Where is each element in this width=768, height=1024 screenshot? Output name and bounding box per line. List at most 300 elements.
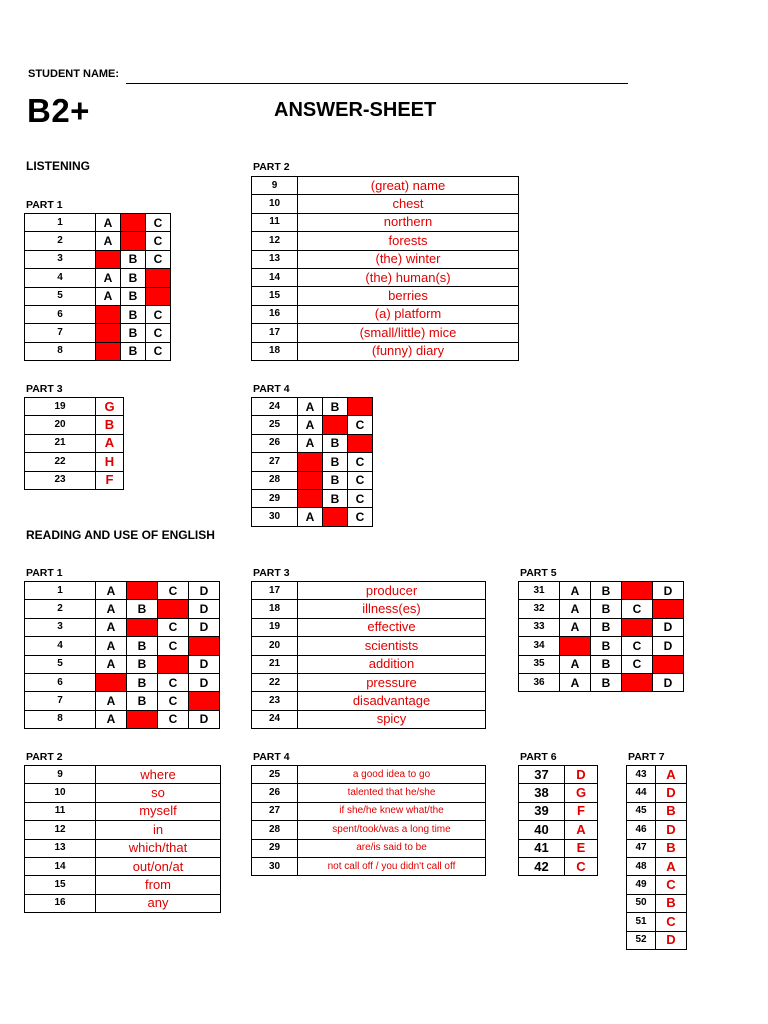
answer-row — [25, 784, 221, 802]
option-cell[interactable]: B — [121, 324, 146, 342]
answer-cell[interactable]: (funny) diary — [298, 342, 519, 360]
answer-row — [252, 673, 486, 691]
answer-cell[interactable]: any — [96, 894, 221, 912]
answer-cell[interactable]: if she/he knew what/the — [298, 802, 486, 820]
answer-cell[interactable]: spent/took/was a long time — [298, 821, 486, 839]
question-number: 13 — [25, 839, 96, 857]
option-cell[interactable]: B — [591, 673, 622, 691]
answer-cell[interactable]: (a) platform — [298, 305, 519, 323]
document-title: ANSWER-SHEET — [274, 99, 437, 121]
option-cell[interactable]: B — [127, 655, 158, 673]
option-cell[interactable]: C — [348, 471, 373, 489]
option-cell[interactable]: B — [323, 398, 348, 416]
option-cell[interactable]: B — [127, 692, 158, 710]
option-cell[interactable]: A — [96, 692, 127, 710]
answer-cell[interactable]: D — [656, 931, 687, 949]
answer-row — [519, 821, 598, 839]
reading-part4-label: PART 4 — [253, 751, 290, 763]
answer-row — [252, 600, 486, 618]
answer-row — [252, 324, 519, 342]
reading-part1-label: PART 1 — [26, 567, 63, 579]
selected-option[interactable]: C — [622, 582, 653, 600]
option-cell[interactable]: D — [653, 637, 684, 655]
question-number: 9 — [252, 177, 298, 195]
answer-cell[interactable]: pressure — [298, 673, 486, 691]
question-number: 36 — [519, 673, 560, 691]
option-cell[interactable]: C — [158, 618, 189, 636]
option-cell[interactable]: B — [127, 673, 158, 691]
question-number: 17 — [252, 582, 298, 600]
question-number: 18 — [252, 600, 298, 618]
question-number: 34 — [519, 637, 560, 655]
answer-cell[interactable]: F — [96, 471, 124, 489]
option-cell[interactable]: D — [653, 618, 684, 636]
answer-row — [25, 398, 124, 416]
option-cell[interactable]: A — [96, 637, 127, 655]
option-cell[interactable]: C — [158, 637, 189, 655]
answer-row — [25, 894, 221, 912]
answer-row — [519, 802, 598, 820]
option-cell[interactable]: D — [189, 618, 220, 636]
answer-row — [252, 857, 486, 875]
answer-cell[interactable]: forests — [298, 232, 519, 250]
listening-part3-table — [24, 397, 124, 490]
answer-row — [25, 692, 220, 710]
selected-option[interactable]: C — [146, 269, 171, 287]
question-number: 2 — [25, 232, 96, 250]
selected-option[interactable]: A — [298, 489, 323, 507]
question-number: 20 — [252, 637, 298, 655]
answer-row — [252, 821, 486, 839]
answer-cell[interactable]: D — [656, 821, 687, 839]
question-number: 28 — [252, 471, 298, 489]
question-number: 48 — [627, 857, 656, 875]
answer-row — [25, 416, 124, 434]
answer-row — [25, 453, 124, 471]
option-cell[interactable]: C — [158, 582, 189, 600]
answer-cell[interactable]: disadvantage — [298, 692, 486, 710]
question-number: 10 — [25, 784, 96, 802]
answer-cell[interactable]: A — [656, 857, 687, 875]
question-number: 40 — [519, 821, 565, 839]
answer-cell[interactable]: a good idea to go — [298, 766, 486, 784]
listening-part4-label: PART 4 — [253, 383, 290, 395]
question-number: 10 — [252, 195, 298, 213]
listening-heading: LISTENING — [26, 159, 91, 173]
answer-row — [25, 857, 221, 875]
answer-row — [25, 821, 221, 839]
option-cell[interactable]: A — [298, 398, 323, 416]
option-cell[interactable]: C — [146, 305, 171, 323]
option-cell[interactable]: A — [96, 214, 121, 232]
option-cell[interactable]: B — [121, 250, 146, 268]
question-number: 35 — [519, 655, 560, 673]
answer-row — [252, 195, 519, 213]
reading-part2-table — [24, 765, 221, 913]
question-number: 32 — [519, 600, 560, 618]
option-cell[interactable]: B — [121, 342, 146, 360]
selected-option[interactable]: B — [127, 582, 158, 600]
answer-cell[interactable]: C — [656, 913, 687, 931]
answer-cell[interactable]: C — [565, 857, 598, 875]
answer-cell[interactable]: so — [96, 784, 221, 802]
selected-option[interactable]: C — [622, 673, 653, 691]
answer-row — [25, 269, 171, 287]
option-cell[interactable]: C — [348, 453, 373, 471]
selected-option[interactable]: A — [298, 471, 323, 489]
answer-cell[interactable]: where — [96, 766, 221, 784]
answer-row — [519, 582, 684, 600]
answer-row — [25, 600, 220, 618]
question-number: 18 — [252, 342, 298, 360]
answer-cell[interactable]: addition — [298, 655, 486, 673]
question-number: 6 — [25, 305, 96, 323]
question-number: 50 — [627, 894, 656, 912]
question-number: 19 — [252, 618, 298, 636]
answer-cell[interactable]: scientists — [298, 637, 486, 655]
answer-cell[interactable]: B — [656, 894, 687, 912]
question-number: 16 — [252, 305, 298, 323]
selected-option[interactable]: B — [121, 232, 146, 250]
answer-row — [252, 710, 486, 728]
option-cell[interactable]: D — [189, 582, 220, 600]
answer-row — [627, 784, 687, 802]
answer-row — [25, 434, 124, 452]
question-number: 15 — [25, 876, 96, 894]
listening-part1-table — [24, 213, 171, 361]
option-cell[interactable]: A — [298, 416, 323, 434]
option-cell[interactable]: B — [127, 600, 158, 618]
answer-cell[interactable]: (small/little) mice — [298, 324, 519, 342]
answer-row — [519, 600, 684, 618]
reading-part6-table — [518, 765, 598, 876]
selected-option[interactable]: C — [348, 434, 373, 452]
student-name-line[interactable] — [126, 83, 628, 84]
answer-row — [25, 710, 220, 728]
answer-row — [252, 655, 486, 673]
reading-part3-table — [251, 581, 486, 729]
selected-option[interactable]: A — [298, 453, 323, 471]
question-number: 3 — [25, 250, 96, 268]
answer-row — [627, 857, 687, 875]
answer-row — [252, 508, 373, 526]
selected-option[interactable]: A — [96, 305, 121, 323]
answer-row — [25, 342, 171, 360]
answer-row — [252, 618, 486, 636]
question-number: 41 — [519, 839, 565, 857]
option-cell[interactable]: A — [96, 655, 127, 673]
option-cell[interactable]: C — [158, 692, 189, 710]
answer-row — [25, 618, 220, 636]
option-cell[interactable]: B — [121, 305, 146, 323]
answer-row — [252, 398, 373, 416]
answer-row — [25, 582, 220, 600]
option-cell[interactable]: C — [158, 710, 189, 728]
option-cell[interactable]: B — [591, 618, 622, 636]
answer-row — [252, 692, 486, 710]
answer-cell[interactable]: from — [96, 876, 221, 894]
option-cell[interactable]: D — [189, 710, 220, 728]
option-cell[interactable]: B — [127, 637, 158, 655]
question-number: 43 — [627, 766, 656, 784]
question-number: 42 — [519, 857, 565, 875]
answer-cell[interactable]: northern — [298, 213, 519, 231]
answer-row — [627, 931, 687, 949]
listening-part4-table — [251, 397, 373, 527]
option-cell[interactable]: C — [348, 416, 373, 434]
option-cell[interactable]: B — [121, 287, 146, 305]
question-number: 4 — [25, 637, 96, 655]
answer-cell[interactable]: G — [96, 398, 124, 416]
answer-cell[interactable]: talented that he/she — [298, 784, 486, 802]
option-cell[interactable]: A — [96, 582, 127, 600]
question-number: 22 — [252, 673, 298, 691]
answer-row — [25, 876, 221, 894]
question-number: 37 — [519, 766, 565, 784]
question-number: 46 — [627, 821, 656, 839]
selected-option[interactable]: B — [323, 416, 348, 434]
selected-option[interactable]: C — [146, 287, 171, 305]
question-number: 25 — [252, 766, 298, 784]
option-cell[interactable]: C — [622, 637, 653, 655]
answer-row — [252, 802, 486, 820]
selected-option[interactable]: D — [653, 655, 684, 673]
option-cell[interactable]: B — [591, 655, 622, 673]
answer-row — [252, 250, 519, 268]
option-cell[interactable]: B — [591, 582, 622, 600]
question-number: 7 — [25, 692, 96, 710]
question-number: 23 — [252, 692, 298, 710]
reading-part3-label: PART 3 — [253, 567, 290, 579]
answer-row — [519, 839, 598, 857]
answer-row — [519, 784, 598, 802]
selected-option[interactable]: C — [622, 618, 653, 636]
question-number: 14 — [252, 268, 298, 286]
answer-row — [252, 232, 519, 250]
option-cell[interactable]: C — [146, 324, 171, 342]
option-cell[interactable]: C — [146, 214, 171, 232]
answer-cell[interactable]: B — [656, 802, 687, 820]
selected-option[interactable]: D — [653, 600, 684, 618]
option-cell[interactable]: D — [653, 673, 684, 691]
question-number: 29 — [252, 839, 298, 857]
question-number: 44 — [627, 784, 656, 802]
answer-cell[interactable]: not call off / you didn't call off — [298, 857, 486, 875]
reading-part5-label: PART 5 — [520, 567, 557, 579]
answer-cell[interactable]: producer — [298, 582, 486, 600]
selected-option[interactable]: C — [158, 655, 189, 673]
question-number: 13 — [252, 250, 298, 268]
answer-cell[interactable]: out/on/at — [96, 857, 221, 875]
question-number: 29 — [252, 489, 298, 507]
option-cell[interactable]: B — [323, 471, 348, 489]
answer-cell[interactable]: D — [656, 784, 687, 802]
answer-cell[interactable]: C — [656, 876, 687, 894]
answer-row — [25, 802, 221, 820]
question-number: 45 — [627, 802, 656, 820]
answer-row — [252, 434, 373, 452]
answer-cell[interactable]: illness(es) — [298, 600, 486, 618]
option-cell[interactable]: B — [323, 434, 348, 452]
reading-part2-label: PART 2 — [26, 751, 63, 763]
answer-row — [519, 766, 598, 784]
selected-option[interactable]: B — [323, 508, 348, 526]
selected-option[interactable]: C — [348, 398, 373, 416]
answer-row — [25, 287, 171, 305]
reading-part7-label: PART 7 — [628, 751, 665, 763]
question-number: 26 — [252, 434, 298, 452]
listening-part3-label: PART 3 — [26, 383, 63, 395]
question-number: 3 — [25, 618, 96, 636]
option-cell[interactable]: D — [189, 673, 220, 691]
option-cell[interactable]: A — [96, 618, 127, 636]
option-cell[interactable]: A — [96, 232, 121, 250]
answer-cell[interactable]: spicy — [298, 710, 486, 728]
question-number: 11 — [25, 802, 96, 820]
answer-cell[interactable]: A — [656, 766, 687, 784]
option-cell[interactable]: C — [146, 342, 171, 360]
option-cell[interactable]: C — [158, 673, 189, 691]
reading-part1-table — [24, 581, 220, 729]
selected-option[interactable]: B — [127, 710, 158, 728]
answer-cell[interactable]: G — [565, 784, 598, 802]
selected-option[interactable]: D — [189, 692, 220, 710]
answer-cell[interactable]: B — [96, 416, 124, 434]
answer-row — [252, 342, 519, 360]
answer-cell[interactable]: effective — [298, 618, 486, 636]
question-number: 27 — [252, 802, 298, 820]
selected-option[interactable]: B — [127, 618, 158, 636]
question-number: 5 — [25, 287, 96, 305]
answer-cell[interactable]: D — [565, 766, 598, 784]
option-cell[interactable]: C — [146, 250, 171, 268]
answer-row — [627, 894, 687, 912]
answer-row — [252, 766, 486, 784]
answer-row — [252, 305, 519, 323]
answer-row — [25, 839, 221, 857]
question-number: 49 — [627, 876, 656, 894]
answer-row — [519, 673, 684, 691]
option-cell[interactable]: C — [348, 508, 373, 526]
answer-row — [25, 673, 220, 691]
answer-cell[interactable]: (the) winter — [298, 250, 519, 268]
answer-cell[interactable]: (great) name — [298, 177, 519, 195]
answer-cell[interactable]: berries — [298, 287, 519, 305]
selected-option[interactable]: D — [189, 637, 220, 655]
option-cell[interactable]: A — [96, 287, 121, 305]
question-number: 12 — [25, 821, 96, 839]
answer-cell[interactable]: H — [96, 453, 124, 471]
option-cell[interactable]: C — [146, 232, 171, 250]
question-number: 5 — [25, 655, 96, 673]
answer-row — [25, 655, 220, 673]
question-number: 8 — [25, 342, 96, 360]
answer-row — [252, 177, 519, 195]
selected-option[interactable]: B — [121, 214, 146, 232]
answer-cell[interactable]: B — [656, 839, 687, 857]
answer-row — [25, 305, 171, 323]
option-cell[interactable]: A — [560, 600, 591, 618]
option-cell[interactable]: B — [121, 269, 146, 287]
option-cell[interactable]: B — [323, 489, 348, 507]
answer-row — [25, 471, 124, 489]
option-cell[interactable]: A — [96, 600, 127, 618]
question-number: 6 — [25, 673, 96, 691]
option-cell[interactable]: A — [96, 269, 121, 287]
answer-cell[interactable]: in — [96, 821, 221, 839]
option-cell[interactable]: A — [560, 618, 591, 636]
answer-row — [252, 213, 519, 231]
question-number: 39 — [519, 802, 565, 820]
question-number: 2 — [25, 600, 96, 618]
level-title: B2+ — [27, 92, 90, 129]
question-number: 14 — [25, 857, 96, 875]
option-cell[interactable]: B — [591, 600, 622, 618]
answer-cell[interactable]: myself — [96, 802, 221, 820]
selected-option[interactable]: A — [96, 342, 121, 360]
option-cell[interactable]: A — [560, 655, 591, 673]
question-number: 17 — [252, 324, 298, 342]
answer-row — [627, 766, 687, 784]
question-number: 21 — [252, 655, 298, 673]
listening-part2-table — [251, 176, 519, 361]
question-number: 51 — [627, 913, 656, 931]
question-number: 4 — [25, 269, 96, 287]
option-cell[interactable]: B — [323, 453, 348, 471]
option-cell[interactable]: C — [348, 489, 373, 507]
selected-option[interactable]: C — [158, 600, 189, 618]
answer-row — [252, 489, 373, 507]
option-cell[interactable]: D — [189, 655, 220, 673]
selected-option[interactable]: A — [96, 673, 127, 691]
listening-part1-label: PART 1 — [26, 199, 63, 211]
answer-cell[interactable]: chest — [298, 195, 519, 213]
answer-row — [25, 637, 220, 655]
answer-row — [252, 471, 373, 489]
answer-row — [519, 857, 598, 875]
option-cell[interactable]: A — [560, 673, 591, 691]
option-cell[interactable]: A — [298, 434, 323, 452]
answer-cell[interactable]: are/is said to be — [298, 839, 486, 857]
option-cell[interactable]: D — [189, 600, 220, 618]
selected-option[interactable]: A — [560, 637, 591, 655]
question-number: 16 — [25, 894, 96, 912]
answer-row — [25, 214, 171, 232]
option-cell[interactable]: B — [591, 637, 622, 655]
question-number: 11 — [252, 213, 298, 231]
option-cell[interactable]: D — [653, 582, 684, 600]
answer-row — [627, 821, 687, 839]
answer-cell[interactable]: F — [565, 802, 598, 820]
option-cell[interactable]: A — [560, 582, 591, 600]
selected-option[interactable]: A — [96, 250, 121, 268]
option-cell[interactable]: A — [298, 508, 323, 526]
answer-row — [252, 287, 519, 305]
answer-cell[interactable]: A — [96, 434, 124, 452]
selected-option[interactable]: A — [96, 324, 121, 342]
option-cell[interactable]: A — [96, 710, 127, 728]
answer-row — [627, 876, 687, 894]
answer-row — [25, 232, 171, 250]
answer-cell[interactable]: E — [565, 839, 598, 857]
answer-cell[interactable]: which/that — [96, 839, 221, 857]
option-cell[interactable]: C — [622, 655, 653, 673]
answer-cell[interactable]: (the) human(s) — [298, 268, 519, 286]
reading-heading: READING AND USE OF ENGLISH — [26, 528, 215, 542]
answer-row — [252, 268, 519, 286]
option-cell[interactable]: C — [622, 600, 653, 618]
answer-cell[interactable]: A — [565, 821, 598, 839]
